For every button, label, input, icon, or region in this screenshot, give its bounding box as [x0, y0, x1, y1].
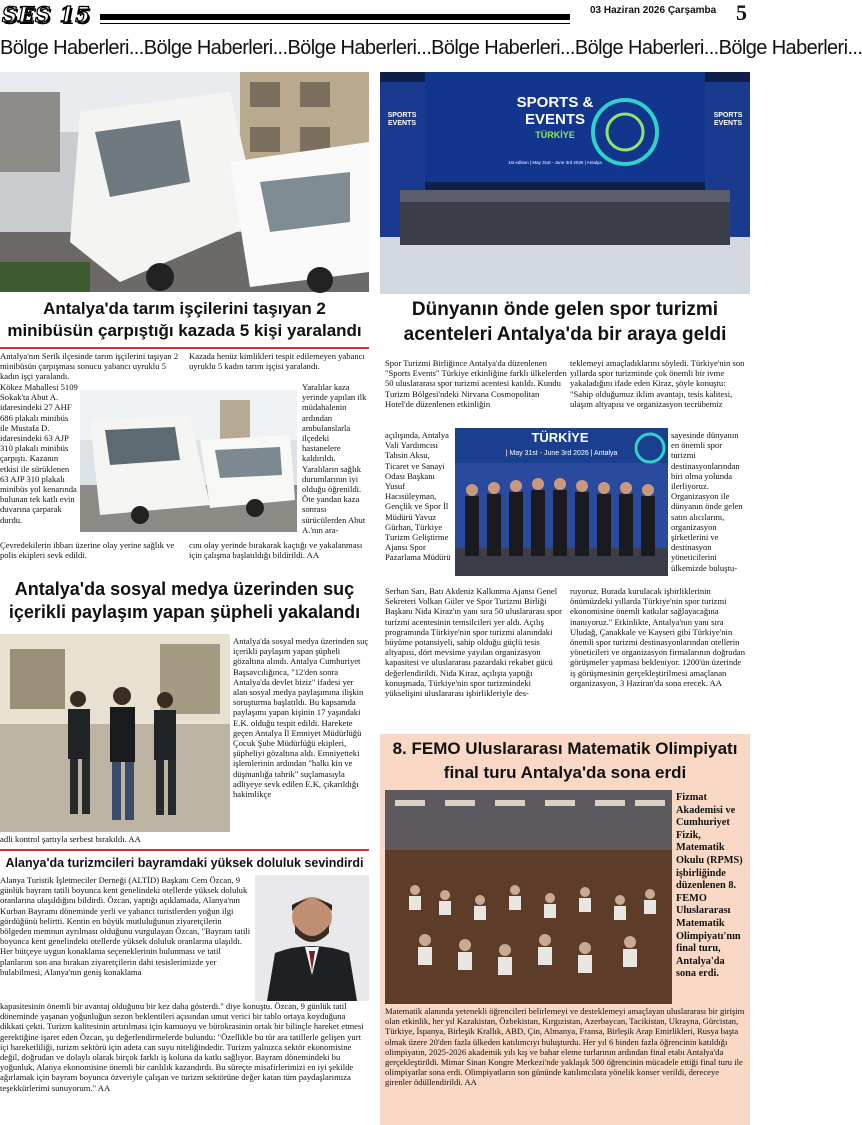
banner-brand-text: SPORTS & EVENTS [516, 94, 594, 128]
article1-col1-end: Çevredekilerin ihbarı üzerine olay yerine sağlık ve polis ekipleri sevk edildi. [0, 540, 175, 561]
article4-col1-end: Serhan Sarı, Batı Akdeniz Kalkınma Ajansı Genel Sekreteri Volkan Güler ve Spor Turizmi Birliği Başkanı Nida Kiraz'ın yanı sıra 50 uluslararası spor turizmi acentesinin temsilcileri yer aldı. Açılış programında Türkiye'nin spor turizmi alanındaki büyüme potansiyeli, sahip olduğu güçlü tesis altyapısı, dört mevsime yayılan organizasyon kapasitesi ve uluslararası pazardaki rekabet gücü değerlendirildi. Nida Kiraz, açılışta yaptığı konuşmada, Türkiye'nin spor turizmindeki yükselişini uluslararası işbirlikleriyle des- [385, 586, 562, 699]
article2-end: adli kontrol şartıyla serbest bırakıldı. AA [0, 834, 141, 844]
olympiad-hall-photo [385, 790, 672, 1004]
article3-full: kapasitesinin önemli bir avantaj olduğunu bir kez daha gösterdi." diye konuştu. Özcan, 9 günlük tatil döneminde yaşanan yoğunluğun sezon beklentileri açısından umut verici bir tablo ortaya koyduğuna dikkati çekti. Turizm kalitesinin artırılması için kamuoyu ve bürokrasinin ortak bir bilinçle hareket etmesi gerektiğine işaret eden Özcan, şu değerlendirmelerde bulundu: "Özellikle bu tür ara tatillerle gelişen yurt içi hareketliliği, turizm sektörü için adeta can suyu niteliğindedir. Turizm yalnızca sektör ekonomisine değil, doğrudan ve dolaylı olarak birçok farklı iş koluna da katkı sağlıyor. Bayram dönemindeki bu yoğunluk, Alanya ekonomisine önemli bir canlılık kazandırdı. Bu süreçte misafirlerimizi en iyi şekilde ağırlamak için bayram boyunca özveriyle çalışan ve turizm sektörüne değer katan tüm paydaşlarımıza teşekkürlerimi sunuyorum." AA [0, 1001, 364, 1093]
article5-side: Fizmat Akademisi ve Cumhuriyet Fizik, Matematik Okulu (RPMS) işbirliğinde düzenlenen 8. FEMO Uluslararası Matematik Olimpiyatı'nın final turu, Antalya'da sona erdi. [676, 792, 743, 980]
article5-full: Matematik alanında yetenekli öğrencileri belirlemeyi ve desteklemeyi amaçlayan uluslararası bir girişim olan etkinlik, her yıl Kazakistan, Özbekistan, Kırgızistan, Azerbaycan, Tacikistan, Ukrayna, Gürcistan, Türkiye, İspanya, Birleşik Krallık, ABD, Çin, Almanya, Fransa, Birleşik Arap Emirlikleri, Rusya başta olmak üzere 20'den fazla ülkeden katılımcıyı buluşturdu. Her yıl 6 binden fazla öğrencinin katıldığı olimpiyatın, 2025-2026 akademik yılı kış ve bahar eleme turlarının ardından final etabı Antalya'da gerçekleştirildi. Mimar Sinan Kongre Merkezi'nde yaklaşık 500 öğrencinin mücadele ettiği final turu ile olimpiyatlar sona erdi. Olimpiyatların son gününde katılımcılara yönelik konser verildi, dereceye girenler ödüllendirildi. AA [385, 1006, 745, 1088]
article1-col1-intro: Antalya'nın Serik ilçesinde tarım işçilerini taşıyan 2 minibüsün çarpışması sonucu yabancı uyruklu 5 kadın işçi yaralandı. [0, 351, 179, 382]
article3-rule [0, 849, 369, 851]
article4-headline: Dünyanın önde gelen spor turizmi acenteleri Antalya'da bir araya geldi [403, 299, 727, 345]
article5-headline: 8. FEMO Uluslararası Matematik Olimpiyatı final turu Antalya'da sona erdi [392, 739, 738, 782]
minibus-crash-photo [0, 72, 369, 292]
article1-rule [0, 347, 369, 349]
article1-headline: Antalya'da tarım işçilerini taşıyan 2 minibüsün çarpıştığı kazada 5 kişi yaralandı [7, 299, 362, 340]
banner-side-left-text: SPORTS EVENTS [387, 112, 417, 127]
banner-side-right-text: SPORTS EVENTS [713, 112, 743, 127]
police-arrest-photo [0, 634, 230, 832]
masthead-rule-thin [100, 23, 570, 24]
section-banner: Bölge Haberleri...Bölge Haberleri...Bölge Haberleri...Bölge Haberleri...Bölge Haberleri...Bölge Haberleri... [0, 37, 862, 59]
article3-headline: Alanya'da turizmcileri bayramdaki yüksek doluluk sevindirdi [5, 856, 364, 870]
article1-col1-wrap: Kökez Mahallesi 5109 Sokak'ta Abut A. idaresindeki 27 AHF 686 plakalı minibüs ile Mustafa D. idaresindeki 63 AJP 310 plakalı minibüs çarpıştı. Kazanın etkisi ile sürüklenen 63 AJP 310 plakalı minibüs yol kenarında bulunan tek katlı evin duvarına çarparak durdu. [0, 382, 78, 525]
article2-headline: Antalya'da sosyal medya üzerinden suç içerikli paylaşım yapan şüpheli yakalandı [8, 579, 361, 622]
panel-country-text: TÜRKİYE [531, 430, 589, 445]
masthead-rule [100, 14, 570, 20]
article4-col1-top: Spor Turizmi Birliğince Antalya'da düzenlenen "Sports Events" Türkiye etkinliğine farklı ülkelerden 50 uluslararası spor turizmi acentesi katıldı. Kundu Turizm Bölgesi'ndeki Nirvana Cosmopolitan Hotel'de düzenlenen etkinliğin [385, 358, 567, 409]
issue-date: 03 Haziran 2026 Çarşamba [590, 5, 717, 16]
banner-country-text: TÜRKİYE [535, 130, 575, 140]
panel-speakers-photo [455, 428, 668, 576]
minibus-crash-photo-2 [80, 390, 297, 532]
masthead-name: SES 15 [2, 2, 91, 27]
page-number: 5 [736, 0, 747, 25]
article2-text: Antalya'da sosyal medya üzerinden suç içerikli paylaşım yapan şüpheli gözaltına alındı. Antalya Cumhuriyet Başsavcılığınca, "12'den sonra Antalya'da devlet biziz" ifadesi yer alan sosyal medya paylaşımına ilişkin soruşturma başlatıldı. Bu kapsamda paylaşımı yapan kişinin 17 yaşındaki E.K. olduğu tespit edildi. Harekete geçen Antalya İl Emniyet Müdürlüğü Çocuk Şube Müdürlüğü ekipleri, şüpheliyi gözaltına aldı. Emniyetteki işlemlerinin ardından "halkı kin ve düşmanlığa tahrik" suçlamasıyla adliyeye sevk edilen E.K, çıkarıldığı hakimlikçe [233, 636, 369, 800]
sports-events-group-photo [380, 72, 750, 294]
article4-col2-end: ruyoruz. Burada kurulacak işbirliklerinin önümüzdeki yıllarda Türkiye'nin spor turizmi ekonomisine önemli katkılar sağlayacağına inanıyoruz." Etkinlikte, Antalya'nın yanı sıra Uludağ, Çanakkale ve Kayseri gibi Türkiye'nin önemli spor turizmi destinasyonlarından otellerin yöneticileri ve organizasyon firmalarının doğrudan görüşmeler yapması bekleniyor. 1200'ün üzerinde iş görüşmesinin gerçekleştirilmesi amaçlanan organizasyon, 3 Haziran'da sona erecek. AA [570, 586, 746, 688]
article1-col2-wrap: Yaralılar kaza yerinde yapılan ilk müdahalenin ardından ambulanslarla ilçedeki hastanelere kaldırıldı. Yaralıların sağlık durumlarının iyi olduğu öğrenildi. Öte yandan kaza sonrası sürücülerden Abut A.'nın ara- [302, 382, 367, 535]
banner-info-text: 1st edition | May 31st - June 3rd 2026 | Antalya [508, 160, 602, 165]
cem-ozcan-portrait [255, 875, 369, 1001]
article1-col2-end: cını olay yerinde bırakarak kaçtığı ve yakalanması için çalışma başlatıldığı bildirildi. AA [189, 540, 363, 561]
article4-col2-wrap: sayesinde dünyanın en önemli spor turizmi destinasyonlarından biri olma yolunda ilerliyoruz. Organizasyon ile dünyanın önde gelen satın alıcılarını, organizasyon şirketlerini ve destinasyon yöneticilerini ülkemizde buluştu- [671, 430, 743, 573]
article1-col2-top: Kazada henüz kimlikleri tespit edilemeyen yabancı uyruklu 5 kadın tarım işçisi yaralandı. [189, 351, 365, 372]
panel-info-text: | May 31st - June 3rd 2026 | Antalya [505, 450, 618, 457]
article4-col1-wrap: açılışında, Antalya Vali Yardımcısı Tahsin Aksu, Ticaret ve Sanayi Odası Başkanı Yusuf Hacısüleyman, Gençlik ve Spor İl Müdürü Yavuz Gürhan, Türkiye Turizm Geliştirme Ajansı Spor Pazarlama Müdürü [385, 430, 451, 563]
article4-col2-top: teklemeyi amaçladıklarını söyledi. Türkiye'nin son yıllarda spor turizminde çok önemli bir ivme yakaladığını ifade eden Kiraz, şöyle konuştu: "Sahip olduğumuz iklim avantajı, tesis kalitesi, ulaşım altyapısı ve organizasyon tecrübemiz [570, 358, 745, 409]
article3-wrap: Alanya Turistik İşletmeciler Derneği (ALTİD) Başkanı Cem Özcan, 9 günlük bayram tatili boyunca kent genelindeki otellerde yüksek doluluk oranlarına ulaşıldığını bildirdi. Özcan, yaptığı açıklamada, Alanya'nın Kurban Bayramı döneminde yerli ve yabancı turistlerden yoğun ilgi gördüğünü belirtti. Kentin en büyük mutluluğunun ziyaretçilerin bölgeden memnun ayrılması olduğunu vurgulayan Özcan, "Bayram tatili boyunca kent genelindeki otellerde yüksek doluluk oranlarına ulaşıldı. Her bütçeye uygun konaklama seçeneklerinin bulunması ve tatil planlarını son ana bırakan ziyaretçilerin dahi tesislerimizde yer bulabilmesi, Alanya'nın geniş konaklama [0, 875, 251, 977]
